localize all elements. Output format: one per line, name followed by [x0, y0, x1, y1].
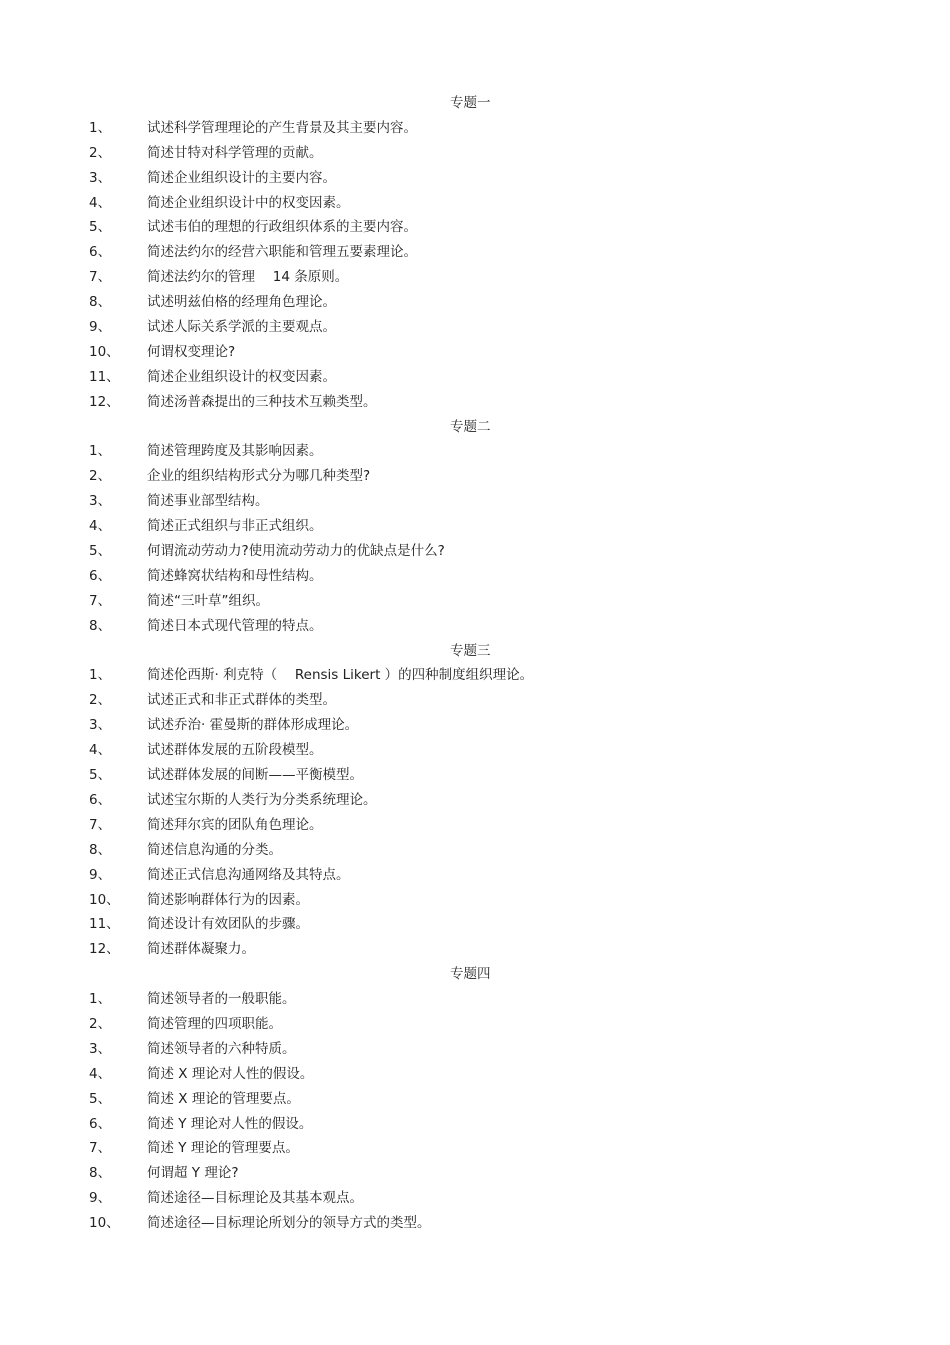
item-number: 8、	[89, 841, 112, 858]
item-number: 1、	[89, 119, 112, 136]
item-text: 简述管理跨度及其影响因素。	[147, 443, 323, 460]
item-text: 简述 Y 理论的管理要点。	[147, 1140, 299, 1157]
item-number: 9、	[89, 319, 112, 336]
item-number: 3、	[89, 493, 112, 510]
list-item	[0, 813, 950, 838]
item-text: 简述日本式现代管理的特点。	[147, 617, 323, 634]
item-number: 9、	[89, 866, 112, 883]
item-text: 简述甘特对科学管理的贡献。	[147, 144, 323, 161]
item-text: 简述法约尔的管理 14 条原则。	[147, 269, 349, 286]
item-number: 2、	[89, 1015, 112, 1032]
item-text: 简述途径—目标理论所划分的领导方式的类型。	[147, 1215, 431, 1232]
item-number: 1、	[89, 667, 112, 684]
item-text: 简述群体凝聚力。	[147, 941, 255, 958]
item-number: 7、	[89, 592, 112, 609]
list-item	[0, 1136, 950, 1161]
item-text: 何谓权变理论?	[147, 343, 236, 360]
item-number: 3、	[89, 169, 112, 186]
item-text: 简述 X 理论对人性的假设。	[147, 1065, 314, 1082]
list-item	[0, 987, 950, 1012]
list-item	[0, 838, 950, 863]
list-item	[0, 663, 950, 688]
item-text: 试述群体发展的间断——平衡模型。	[147, 767, 363, 784]
list-item	[0, 564, 950, 589]
item-text: 试述科学管理理论的产生背景及其主要内容。	[147, 119, 417, 136]
item-text: 简述企业组织设计的权变因素。	[147, 368, 336, 385]
list-item	[0, 439, 950, 464]
section-title: 专题四	[450, 966, 491, 983]
item-text: 试述正式和非正式群体的类型。	[147, 692, 336, 709]
item-number: 5、	[89, 543, 112, 560]
item-number: 1、	[89, 443, 112, 460]
item-number: 7、	[89, 269, 112, 286]
list-item	[0, 1211, 950, 1236]
item-text: 简述拜尔宾的团队角色理论。	[147, 816, 323, 833]
item-number: 4、	[89, 518, 112, 535]
list-item	[0, 937, 950, 962]
item-text: 简述 Y 理论对人性的假设。	[147, 1115, 313, 1132]
item-number: 8、	[89, 294, 112, 311]
section-3	[0, 639, 950, 963]
item-text: 简述管理的四项职能。	[147, 1015, 282, 1032]
section-1	[0, 91, 950, 415]
list-item	[0, 240, 950, 265]
list-item	[0, 589, 950, 614]
item-number: 10、	[89, 891, 120, 908]
item-number: 6、	[89, 244, 112, 261]
item-text: 简述汤普森提出的三种技术互赖类型。	[147, 393, 377, 410]
item-text: 简述事业部型结构。	[147, 493, 269, 510]
item-number: 8、	[89, 617, 112, 634]
item-text: 简述“三叶草”组织。	[147, 592, 269, 609]
list-item	[0, 1062, 950, 1087]
item-text: 简述设计有效团队的步骤。	[147, 916, 309, 933]
item-text: 简述企业组织设计中的权变因素。	[147, 194, 350, 211]
list-item	[0, 1087, 950, 1112]
item-number: 6、	[89, 791, 112, 808]
item-number: 11、	[89, 368, 120, 385]
item-number: 8、	[89, 1165, 112, 1182]
list-item	[0, 1112, 950, 1137]
item-text: 简述信息沟通的分类。	[147, 841, 282, 858]
list-item	[0, 1012, 950, 1037]
list-item	[0, 315, 950, 340]
list-item	[0, 863, 950, 888]
list-item	[0, 614, 950, 639]
list-item	[0, 788, 950, 813]
list-item	[0, 539, 950, 564]
item-number: 10、	[89, 1215, 120, 1232]
list-item	[0, 888, 950, 913]
item-number: 11、	[89, 916, 120, 933]
section-title: 专题二	[450, 418, 491, 435]
section-title: 专题三	[450, 642, 491, 659]
item-number: 7、	[89, 1140, 112, 1157]
item-text: 简述途径—目标理论及其基本观点。	[147, 1190, 363, 1207]
list-item	[0, 514, 950, 539]
list-item	[0, 912, 950, 937]
item-text: 简述伦西斯· 利克特（ Rensis Likert ）的四种制度组织理论。	[147, 667, 534, 684]
list-item	[0, 265, 950, 290]
item-number: 3、	[89, 1040, 112, 1057]
item-text: 何谓超 Y 理论?	[147, 1165, 239, 1182]
list-item	[0, 116, 950, 141]
item-text: 试述群体发展的五阶段模型。	[147, 742, 323, 759]
item-text: 何谓流动劳动力?使用流动劳动力的优缺点是什么?	[147, 543, 445, 560]
item-text: 简述企业组织设计的主要内容。	[147, 169, 336, 186]
item-text: 试述韦伯的理想的行政组织体系的主要内容。	[147, 219, 417, 236]
item-number: 6、	[89, 567, 112, 584]
item-text: 试述宝尔斯的人类行为分类系统理论。	[147, 791, 377, 808]
list-item	[0, 489, 950, 514]
item-number: 5、	[89, 219, 112, 236]
list-item	[0, 191, 950, 216]
item-number: 12、	[89, 393, 120, 410]
item-text: 企业的组织结构形式分为哪几种类型?	[147, 468, 371, 485]
item-number: 3、	[89, 717, 112, 734]
item-number: 4、	[89, 194, 112, 211]
section-title: 专题一	[450, 95, 491, 111]
document-page	[0, 91, 950, 1236]
list-item	[0, 738, 950, 763]
item-text: 试述人际关系学派的主要观点。	[147, 319, 336, 336]
item-text: 简述领导者的六种特质。	[147, 1040, 296, 1057]
item-text: 简述蜂窝状结构和母性结构。	[147, 567, 323, 584]
item-text: 简述法约尔的经营六职能和管理五要素理论。	[147, 244, 417, 261]
item-number: 2、	[89, 692, 112, 709]
item-text: 试述乔治· 霍曼斯的群体形成理论。	[147, 717, 359, 734]
list-item	[0, 1161, 950, 1186]
item-number: 1、	[89, 991, 112, 1008]
item-number: 12、	[89, 941, 120, 958]
list-item	[0, 688, 950, 713]
item-number: 2、	[89, 468, 112, 485]
section-4	[0, 962, 950, 1236]
list-item	[0, 141, 950, 166]
item-text: 简述正式信息沟通网络及其特点。	[147, 866, 350, 883]
item-number: 10、	[89, 343, 120, 360]
item-number: 2、	[89, 144, 112, 161]
item-text: 试述明兹伯格的经理角色理论。	[147, 294, 336, 311]
item-text: 简述影响群体行为的因素。	[147, 891, 309, 908]
list-item	[0, 390, 950, 415]
list-item	[0, 713, 950, 738]
list-item	[0, 1186, 950, 1211]
list-item	[0, 1037, 950, 1062]
section-2	[0, 415, 950, 639]
item-text: 简述 X 理论的管理要点。	[147, 1090, 300, 1107]
list-item	[0, 215, 950, 240]
item-text: 简述正式组织与非正式组织。	[147, 518, 323, 535]
list-item	[0, 340, 950, 365]
item-number: 5、	[89, 1090, 112, 1107]
item-number: 4、	[89, 1065, 112, 1082]
item-text: 简述领导者的一般职能。	[147, 991, 296, 1008]
list-item	[0, 365, 950, 390]
list-item	[0, 166, 950, 191]
item-number: 7、	[89, 816, 112, 833]
item-number: 5、	[89, 767, 112, 784]
list-item	[0, 290, 950, 315]
item-number: 9、	[89, 1190, 112, 1207]
item-number: 4、	[89, 742, 112, 759]
list-item	[0, 763, 950, 788]
item-number: 6、	[89, 1115, 112, 1132]
list-item	[0, 464, 950, 489]
